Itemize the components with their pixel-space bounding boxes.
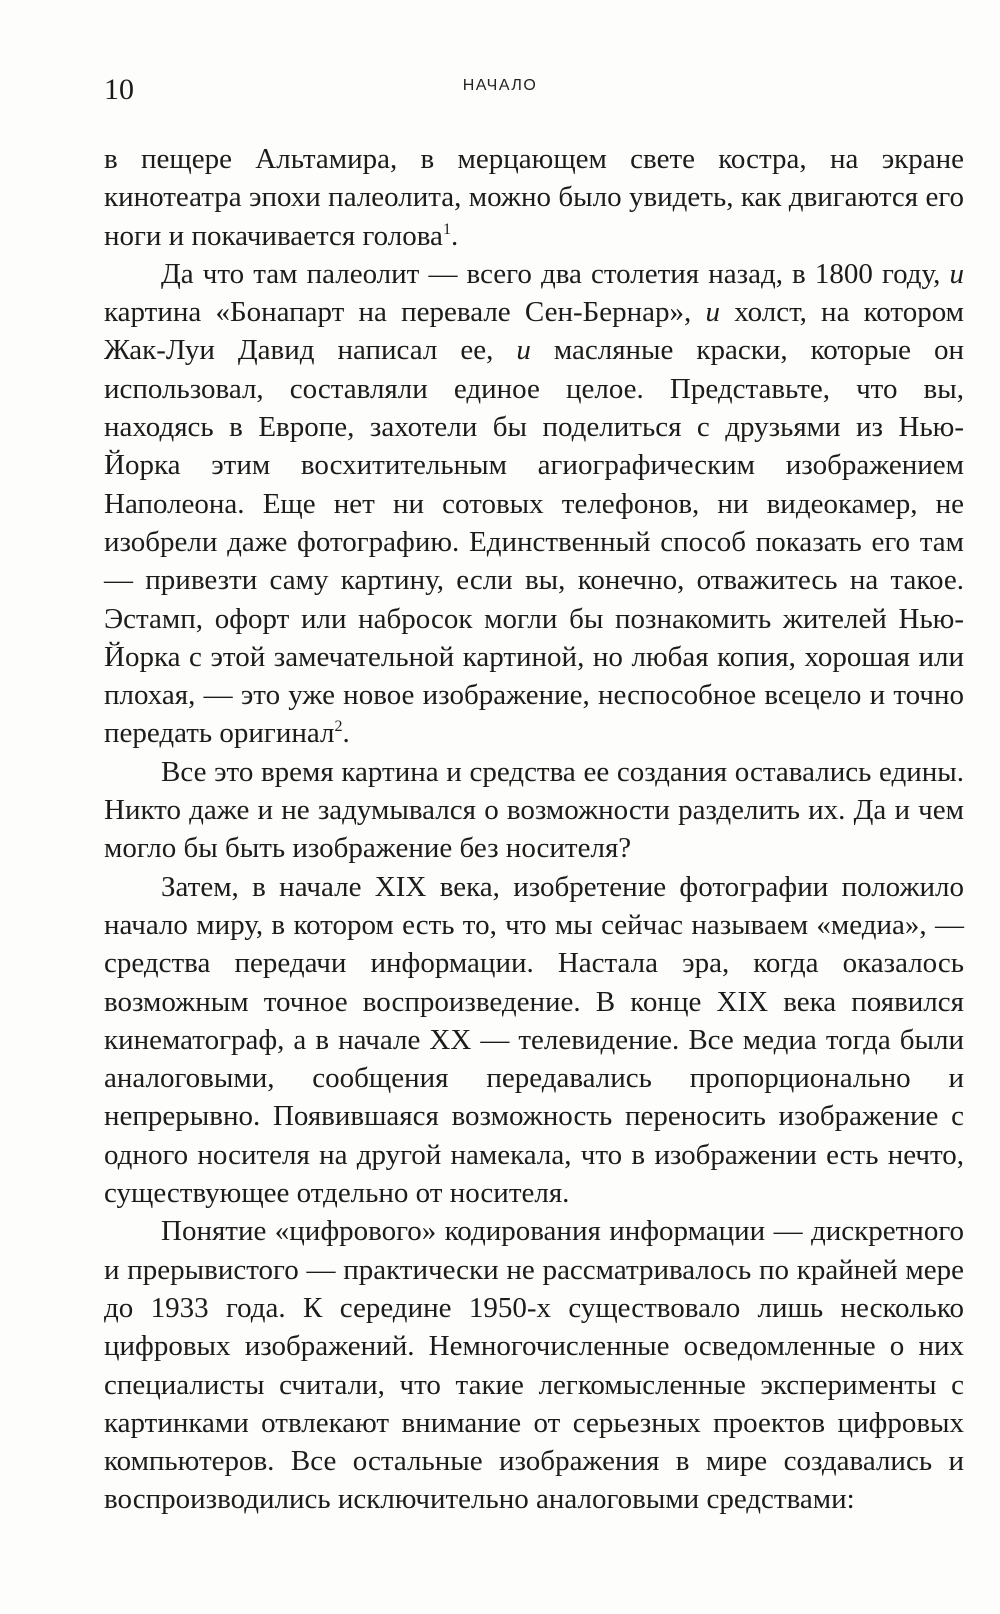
paragraph-2-run-3: картина «Бонапарт на перевале Сен-Бернар», — [104, 296, 706, 329]
paragraph-1 — [104, 140, 964, 255]
paragraph-5-run-1: Понятие «цифрового» кодирования информации — дискретного и прерывистого — практически не рассматривалось по крайней мере до 1933 года. К середине 1950-х существовало лишь несколько цифровых изображений. Немногочисленные осведомленные о них специалисты считали, что такие легкомысленные эксперименты с картинками отвлекают внимание от серьезных проектов цифровых компьютеров. Все остальные изображения в мире создавались и воспроизводились исключительно аналоговыми средствами: — [104, 1215, 964, 1516]
italic-emphasis: и — [705, 296, 721, 329]
paragraph-5 — [104, 1212, 964, 1518]
paragraph-3 — [104, 753, 964, 868]
italic-emphasis: и — [516, 334, 531, 367]
paragraph-2-run-9: . — [342, 717, 350, 750]
paragraph-2 — [104, 255, 964, 753]
paragraph-4 — [104, 868, 964, 1213]
paragraph-4-run-1: Затем, в начале XIX века, изобретение фотографии положило начало миру, в котором есть то, что мы сейчас называем «медиа», — средства передачи информации. Настала эра, когда оказалось возможным точное воспроизведение. В конце XIX века появился кинематограф, а в начале XX — телевидение. Все медиа тогда были аналоговыми, сообщения передавались пропорционально и непрерывно. Появившаяся возможность переносить изображение с одного носителя на другой намекала, что в изображении есть нечто, существующее отдельно от носителя. — [104, 870, 964, 1210]
italic-emphasis: и — [949, 257, 964, 290]
footnote-ref-2[interactable]: 2 — [334, 718, 343, 736]
paragraph-2-run-5: холст, на котором Жак-Луи Давид написал ее, — [104, 296, 964, 367]
page-number: 10 — [104, 73, 134, 106]
paragraph-2-run-1: Да что там палеолит — всего два столетия назад, в 1800 году, — [161, 257, 950, 290]
paragraph-3-run-1: Все это время картина и средства ее создания оставались едины. Никто даже и не задумывался о возможности разделить их. Да и чем могло бы быть изображение без носителя? — [104, 755, 964, 865]
paragraph-1-run-3: . — [450, 219, 459, 252]
running-title: НАЧАЛО — [462, 77, 538, 94]
body-text — [104, 140, 964, 1519]
footnote-ref-1[interactable]: 1 — [442, 220, 451, 238]
paragraph-2-run-7: масляные краски, которые он использовал, составляли единое целое. Представьте, что вы, находясь в Европе, захотели бы поделиться с друзьями из Нью-Йорка этим восхитительным агиографическим изображением Наполеона. Еще нет ни сотовых телефонов, ни видеокамер, не изобрели даже фотографию. Единственный способ показать его там — привезти саму картину, если вы, конечно, отважитесь на такое. Эстамп, офорт или набросок могли бы познакомить жителей Нью-Йорка с этой замечательной картиной, но любая копия, хорошая или плохая, — это уже новое изображение, неспособное всецело и точно передать оригинал — [104, 334, 964, 750]
paragraph-1-run-1: в пещере Альтамира, в мерцающем свете костра, на экране кинотеатра эпохи палеолита, можно было увидеть, как двигаются его ноги и покачивается голова — [104, 143, 964, 252]
